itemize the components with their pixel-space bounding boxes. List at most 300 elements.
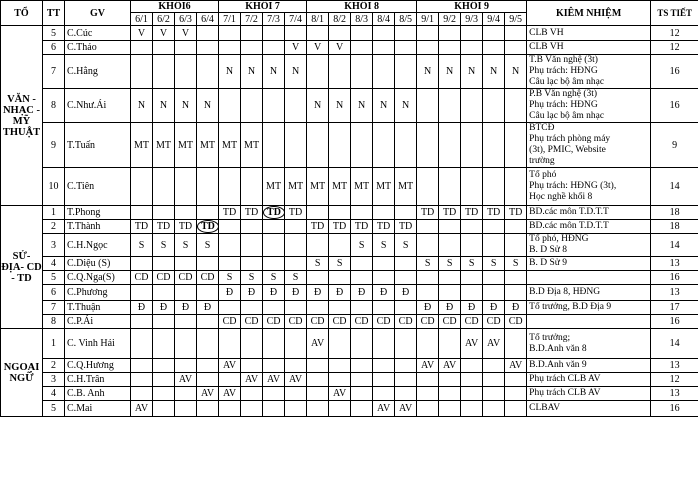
schedule-cell bbox=[373, 123, 395, 168]
teacher-row bbox=[1, 168, 698, 206]
schedule-cell bbox=[395, 26, 417, 41]
schedule-cell bbox=[461, 123, 483, 168]
schedule-cell bbox=[483, 285, 505, 301]
schedule-cell: V bbox=[153, 26, 175, 41]
schedule-cell: MT bbox=[395, 168, 417, 206]
class-header: 8/3 bbox=[351, 13, 373, 26]
schedule-cell bbox=[351, 271, 373, 285]
schedule-cell bbox=[461, 168, 483, 206]
row-number: 1 bbox=[43, 206, 65, 220]
schedule-cell: N bbox=[197, 89, 219, 123]
class-header: 9/4 bbox=[483, 13, 505, 26]
teacher-name: C.Q.Nga(S) bbox=[65, 271, 131, 285]
kiem-nhiem-line: BD.các môn T.D.T.T bbox=[529, 221, 609, 231]
schedule-cell bbox=[439, 329, 461, 359]
teacher-row bbox=[1, 359, 698, 373]
header-gv: GV bbox=[65, 1, 131, 26]
schedule-cell bbox=[219, 41, 241, 55]
schedule-cell bbox=[395, 301, 417, 315]
schedule-cell bbox=[505, 234, 527, 257]
schedule-cell: S bbox=[351, 234, 373, 257]
schedule-cell: N bbox=[351, 89, 373, 123]
teacher-row bbox=[1, 401, 698, 417]
schedule-cell bbox=[483, 401, 505, 417]
total-periods: 13 bbox=[651, 359, 698, 373]
schedule-cell bbox=[131, 41, 153, 55]
schedule-cell bbox=[131, 55, 153, 89]
schedule-cell bbox=[307, 26, 329, 41]
teacher-name: C. Vinh Hải bbox=[65, 329, 131, 359]
schedule-cell bbox=[395, 359, 417, 373]
schedule-cell: AV bbox=[373, 401, 395, 417]
schedule-cell: TD bbox=[219, 206, 241, 220]
schedule-cell bbox=[329, 234, 351, 257]
kiem-nhiem-cell bbox=[527, 168, 651, 206]
schedule-cell bbox=[153, 329, 175, 359]
row-number: 6 bbox=[43, 285, 65, 301]
schedule-cell bbox=[175, 329, 197, 359]
schedule-cell bbox=[197, 206, 219, 220]
schedule-cell bbox=[351, 359, 373, 373]
row-number: 4 bbox=[43, 257, 65, 271]
schedule-cell: Đ bbox=[175, 301, 197, 315]
schedule-cell bbox=[263, 329, 285, 359]
total-periods: 12 bbox=[651, 41, 698, 55]
kiem-nhiem-cell bbox=[527, 123, 651, 168]
total-periods: 14 bbox=[651, 168, 698, 206]
kiem-nhiem-cell bbox=[527, 257, 651, 271]
schedule-cell bbox=[351, 373, 373, 387]
teacher-row bbox=[1, 373, 698, 387]
schedule-cell: TD bbox=[483, 206, 505, 220]
kiem-nhiem-line: Phụ trách: HĐNG bbox=[529, 100, 598, 110]
schedule-cell: MT bbox=[285, 168, 307, 206]
row-number: 2 bbox=[43, 220, 65, 234]
schedule-cell bbox=[505, 387, 527, 401]
schedule-cell bbox=[373, 55, 395, 89]
schedule-cell bbox=[439, 89, 461, 123]
kiem-nhiem-cell bbox=[527, 401, 651, 417]
teacher-row bbox=[1, 387, 698, 401]
teacher-name: T.Tuấn bbox=[65, 123, 131, 168]
schedule-cell bbox=[329, 206, 351, 220]
circled-mark: TD bbox=[263, 206, 285, 219]
schedule-cell: V bbox=[307, 41, 329, 55]
schedule-cell: MT bbox=[307, 168, 329, 206]
schedule-cell bbox=[351, 55, 373, 89]
schedule-cell: MT bbox=[263, 168, 285, 206]
schedule-cell bbox=[373, 359, 395, 373]
schedule-cell bbox=[505, 89, 527, 123]
teacher-name: C.Diệu (S) bbox=[65, 257, 131, 271]
schedule-cell bbox=[175, 257, 197, 271]
schedule-cell bbox=[505, 220, 527, 234]
teacher-row bbox=[1, 123, 698, 168]
schedule-cell bbox=[373, 373, 395, 387]
schedule-cell bbox=[373, 387, 395, 401]
schedule-cell bbox=[351, 257, 373, 271]
schedule-cell bbox=[263, 123, 285, 168]
schedule-cell bbox=[307, 271, 329, 285]
row-number: 3 bbox=[43, 373, 65, 387]
schedule-cell: CD bbox=[329, 315, 351, 329]
schedule-cell bbox=[329, 55, 351, 89]
teacher-name: T.Phong bbox=[65, 206, 131, 220]
schedule-cell: S bbox=[329, 257, 351, 271]
schedule-cell: MT bbox=[197, 123, 219, 168]
schedule-cell bbox=[439, 168, 461, 206]
schedule-cell: AV bbox=[197, 387, 219, 401]
schedule-cell bbox=[483, 220, 505, 234]
group-name: NGOẠI NGỮ bbox=[1, 329, 43, 417]
schedule-cell bbox=[417, 373, 439, 387]
schedule-cell bbox=[285, 329, 307, 359]
class-header: 8/4 bbox=[373, 13, 395, 26]
schedule-cell bbox=[219, 89, 241, 123]
schedule-cell bbox=[395, 55, 417, 89]
schedule-cell bbox=[131, 373, 153, 387]
schedule-cell bbox=[351, 387, 373, 401]
class-header: 6/1 bbox=[131, 13, 153, 26]
schedule-cell: CD bbox=[505, 315, 527, 329]
header-khoi-8: KHỐI 8 bbox=[307, 1, 417, 13]
header-kiem-nhiem: KIÊM NHIỆM bbox=[527, 1, 651, 26]
schedule-cell: TD bbox=[153, 220, 175, 234]
schedule-cell bbox=[307, 301, 329, 315]
schedule-cell: AV bbox=[329, 387, 351, 401]
schedule-cell: TD bbox=[285, 206, 307, 220]
row-number: 5 bbox=[43, 26, 65, 41]
kiem-nhiem-cell bbox=[527, 373, 651, 387]
schedule-cell bbox=[153, 401, 175, 417]
total-periods: 18 bbox=[651, 206, 698, 220]
schedule-cell bbox=[483, 26, 505, 41]
schedule-cell bbox=[263, 401, 285, 417]
schedule-cell: N bbox=[307, 89, 329, 123]
kiem-nhiem-line: CLB VH bbox=[529, 42, 564, 52]
schedule-cell: N bbox=[219, 55, 241, 89]
schedule-cell: Đ bbox=[219, 285, 241, 301]
schedule-cell bbox=[395, 373, 417, 387]
schedule-cell: MT bbox=[175, 123, 197, 168]
schedule-cell bbox=[395, 271, 417, 285]
schedule-cell bbox=[263, 41, 285, 55]
teacher-row bbox=[1, 271, 698, 285]
kiem-nhiem-line: Phụ trách: HĐNG (3t), bbox=[529, 181, 617, 191]
schedule-cell bbox=[505, 123, 527, 168]
kiem-nhiem-cell bbox=[527, 359, 651, 373]
schedule-cell: Đ bbox=[483, 301, 505, 315]
schedule-cell bbox=[439, 234, 461, 257]
schedule-cell: CD bbox=[263, 315, 285, 329]
schedule-cell bbox=[307, 206, 329, 220]
schedule-cell bbox=[219, 301, 241, 315]
schedule-cell: S bbox=[307, 257, 329, 271]
schedule-cell bbox=[417, 123, 439, 168]
schedule-cell bbox=[241, 168, 263, 206]
schedule-cell bbox=[351, 26, 373, 41]
schedule-cell: TD bbox=[505, 206, 527, 220]
schedule-cell: S bbox=[175, 234, 197, 257]
schedule-cell bbox=[329, 359, 351, 373]
schedule-cell bbox=[197, 168, 219, 206]
schedule-cell: S bbox=[153, 234, 175, 257]
schedule-cell bbox=[241, 41, 263, 55]
schedule-cell bbox=[241, 234, 263, 257]
schedule-cell: S bbox=[439, 257, 461, 271]
total-periods: 12 bbox=[651, 26, 698, 41]
schedule-cell bbox=[505, 26, 527, 41]
schedule-cell bbox=[373, 206, 395, 220]
schedule-cell bbox=[219, 401, 241, 417]
schedule-cell bbox=[241, 329, 263, 359]
class-header: 6/3 bbox=[175, 13, 197, 26]
schedule-cell bbox=[219, 220, 241, 234]
schedule-cell bbox=[285, 301, 307, 315]
schedule-cell bbox=[153, 206, 175, 220]
schedule-cell: CD bbox=[285, 315, 307, 329]
schedule-cell bbox=[439, 285, 461, 301]
schedule-cell bbox=[263, 234, 285, 257]
schedule-cell bbox=[153, 257, 175, 271]
schedule-cell: Đ bbox=[395, 285, 417, 301]
kiem-nhiem-line: T.B Văn nghệ (3t) bbox=[529, 55, 598, 65]
class-header: 9/3 bbox=[461, 13, 483, 26]
teacher-name: C.Cúc bbox=[65, 26, 131, 41]
total-periods: 14 bbox=[651, 234, 698, 257]
schedule-cell bbox=[241, 257, 263, 271]
schedule-cell: AV bbox=[483, 329, 505, 359]
schedule-cell: N bbox=[439, 55, 461, 89]
schedule-cell bbox=[197, 285, 219, 301]
row-number: 1 bbox=[43, 329, 65, 359]
kiem-nhiem-line: Tổ trưởng, B.D Địa 9 bbox=[529, 302, 612, 312]
kiem-nhiem-line: BTCĐ bbox=[529, 123, 555, 133]
schedule-cell bbox=[417, 285, 439, 301]
total-periods: 12 bbox=[651, 373, 698, 387]
schedule-cell: N bbox=[373, 89, 395, 123]
kiem-nhiem-line: Câu lạc bộ âm nhạc bbox=[529, 77, 605, 87]
schedule-cell: N bbox=[483, 55, 505, 89]
header-to: TỔ bbox=[1, 1, 43, 26]
teacher-name: C.Hằng bbox=[65, 55, 131, 89]
schedule-cell bbox=[175, 41, 197, 55]
schedule-cell bbox=[307, 401, 329, 417]
teacher-row bbox=[1, 206, 698, 220]
teacher-row bbox=[1, 301, 698, 315]
schedule-cell bbox=[417, 26, 439, 41]
schedule-cell bbox=[461, 26, 483, 41]
teacher-row bbox=[1, 26, 698, 41]
schedule-cell: N bbox=[505, 55, 527, 89]
schedule-cell bbox=[285, 359, 307, 373]
schedule-cell: MT bbox=[219, 123, 241, 168]
schedule-cell: TD bbox=[351, 220, 373, 234]
schedule-cell bbox=[329, 373, 351, 387]
schedule-cell: N bbox=[417, 55, 439, 89]
schedule-cell bbox=[197, 401, 219, 417]
schedule-cell bbox=[131, 257, 153, 271]
group-name: VĂN - NHẠC - MỸ THUẬT bbox=[1, 26, 43, 206]
schedule-cell bbox=[351, 329, 373, 359]
header-so-tiet: TS TIẾT bbox=[651, 1, 698, 26]
schedule-cell bbox=[417, 220, 439, 234]
schedule-cell bbox=[417, 89, 439, 123]
schedule-cell: Đ bbox=[131, 301, 153, 315]
teacher-name: C.H.Ngọc bbox=[65, 234, 131, 257]
schedule-cell: N bbox=[175, 89, 197, 123]
schedule-cell bbox=[175, 285, 197, 301]
kiem-nhiem-line: Phụ trách CLB AV bbox=[529, 374, 601, 384]
schedule-cell bbox=[263, 26, 285, 41]
schedule-cell: S bbox=[395, 234, 417, 257]
schedule-cell bbox=[483, 89, 505, 123]
schedule-cell bbox=[395, 257, 417, 271]
schedule-cell: CD bbox=[153, 271, 175, 285]
teacher-row bbox=[1, 234, 698, 257]
schedule-cell bbox=[197, 359, 219, 373]
teacher-name: T.Thành bbox=[65, 220, 131, 234]
schedule-cell bbox=[395, 387, 417, 401]
schedule-cell bbox=[175, 387, 197, 401]
total-periods: 16 bbox=[651, 89, 698, 123]
schedule-cell bbox=[241, 301, 263, 315]
total-periods: 14 bbox=[651, 329, 698, 359]
kiem-nhiem-cell bbox=[527, 387, 651, 401]
schedule-cell bbox=[153, 41, 175, 55]
total-periods: 16 bbox=[651, 315, 698, 329]
schedule-cell bbox=[439, 26, 461, 41]
kiem-nhiem-line: CLB VH bbox=[529, 27, 564, 38]
kiem-nhiem-line: B.D Địa 8, HĐNG bbox=[529, 287, 601, 297]
row-number: 10 bbox=[43, 168, 65, 206]
kiem-nhiem-line: Phụ trách CLB AV bbox=[529, 388, 601, 398]
header-khoi-6: KHỐI6 bbox=[131, 1, 219, 13]
schedule-cell: Đ bbox=[505, 301, 527, 315]
class-header: 9/5 bbox=[505, 13, 527, 26]
row-number: 8 bbox=[43, 89, 65, 123]
schedule-cell bbox=[307, 123, 329, 168]
schedule-cell bbox=[285, 387, 307, 401]
schedule-cell bbox=[131, 168, 153, 206]
class-header: 8/1 bbox=[307, 13, 329, 26]
schedule-cell bbox=[241, 220, 263, 234]
schedule-cell: AV bbox=[175, 373, 197, 387]
schedule-cell: S bbox=[263, 271, 285, 285]
row-number: 7 bbox=[43, 301, 65, 315]
schedule-cell bbox=[241, 401, 263, 417]
schedule-cell: CD bbox=[439, 315, 461, 329]
schedule-cell: TD bbox=[329, 220, 351, 234]
kiem-nhiem-cell bbox=[527, 55, 651, 89]
teacher-name: T.Thuận bbox=[65, 301, 131, 315]
schedule-cell: CD bbox=[131, 271, 153, 285]
class-header: 7/1 bbox=[219, 13, 241, 26]
schedule-cell bbox=[373, 41, 395, 55]
schedule-cell bbox=[395, 123, 417, 168]
schedule-cell: AV bbox=[219, 387, 241, 401]
schedule-cell bbox=[241, 26, 263, 41]
header-row-1 bbox=[1, 1, 698, 13]
schedule-cell bbox=[197, 26, 219, 41]
schedule-cell bbox=[197, 41, 219, 55]
schedule-cell: V bbox=[285, 41, 307, 55]
schedule-cell: N bbox=[153, 89, 175, 123]
schedule-cell bbox=[483, 359, 505, 373]
schedule-cell bbox=[263, 220, 285, 234]
schedule-cell bbox=[263, 301, 285, 315]
schedule-cell: Đ bbox=[153, 301, 175, 315]
schedule-cell: N bbox=[329, 89, 351, 123]
schedule-cell: AV bbox=[263, 373, 285, 387]
schedule-cell bbox=[461, 89, 483, 123]
kiem-nhiem-line: B. D Sử 9 bbox=[529, 258, 568, 268]
schedule-cell bbox=[197, 220, 219, 234]
schedule-cell bbox=[175, 359, 197, 373]
teacher-row bbox=[1, 257, 698, 271]
schedule-cell: TD bbox=[395, 220, 417, 234]
schedule-cell: TD bbox=[461, 206, 483, 220]
teacher-row bbox=[1, 41, 698, 55]
schedule-cell: N bbox=[241, 55, 263, 89]
kiem-nhiem-cell bbox=[527, 315, 651, 329]
schedule-cell bbox=[153, 359, 175, 373]
schedule-cell: Đ bbox=[373, 285, 395, 301]
schedule-cell bbox=[263, 387, 285, 401]
schedule-cell bbox=[483, 168, 505, 206]
kiem-nhiem-line: BD.các môn T.D.T.T bbox=[529, 207, 609, 217]
teacher-row bbox=[1, 55, 698, 89]
schedule-cell bbox=[505, 41, 527, 55]
schedule-cell bbox=[417, 271, 439, 285]
schedule-cell: N bbox=[395, 89, 417, 123]
kiem-nhiem-line: Tổ phó bbox=[529, 170, 557, 180]
schedule-cell bbox=[285, 257, 307, 271]
total-periods: 13 bbox=[651, 285, 698, 301]
schedule-cell bbox=[395, 206, 417, 220]
class-header: 8/2 bbox=[329, 13, 351, 26]
kiem-nhiem-cell bbox=[527, 271, 651, 285]
schedule-cell bbox=[131, 359, 153, 373]
kiem-nhiem-line: Phụ trách phòng máy bbox=[529, 134, 611, 144]
total-periods: 18 bbox=[651, 220, 698, 234]
schedule-cell: TD bbox=[241, 206, 263, 220]
schedule-cell bbox=[307, 359, 329, 373]
kiem-nhiem-line: CLBAV bbox=[529, 403, 561, 413]
schedule-cell bbox=[175, 401, 197, 417]
schedule-cell: Đ bbox=[197, 301, 219, 315]
schedule-cell bbox=[417, 168, 439, 206]
schedule-cell: AV bbox=[307, 329, 329, 359]
schedule-cell bbox=[175, 168, 197, 206]
schedule-cell bbox=[439, 220, 461, 234]
schedule-cell bbox=[153, 55, 175, 89]
schedule-cell bbox=[219, 234, 241, 257]
schedule-cell: CD bbox=[241, 315, 263, 329]
schedule-cell: AV bbox=[439, 359, 461, 373]
schedule-cell: Đ bbox=[329, 285, 351, 301]
teacher-row bbox=[1, 89, 698, 123]
schedule-cell bbox=[241, 89, 263, 123]
schedule-cell bbox=[197, 373, 219, 387]
schedule-cell bbox=[285, 123, 307, 168]
schedule-cell: CD bbox=[175, 271, 197, 285]
schedule-cell: Đ bbox=[439, 301, 461, 315]
schedule-cell bbox=[483, 234, 505, 257]
schedule-cell bbox=[373, 329, 395, 359]
schedule-cell: MT bbox=[241, 123, 263, 168]
schedule-cell: S bbox=[285, 271, 307, 285]
